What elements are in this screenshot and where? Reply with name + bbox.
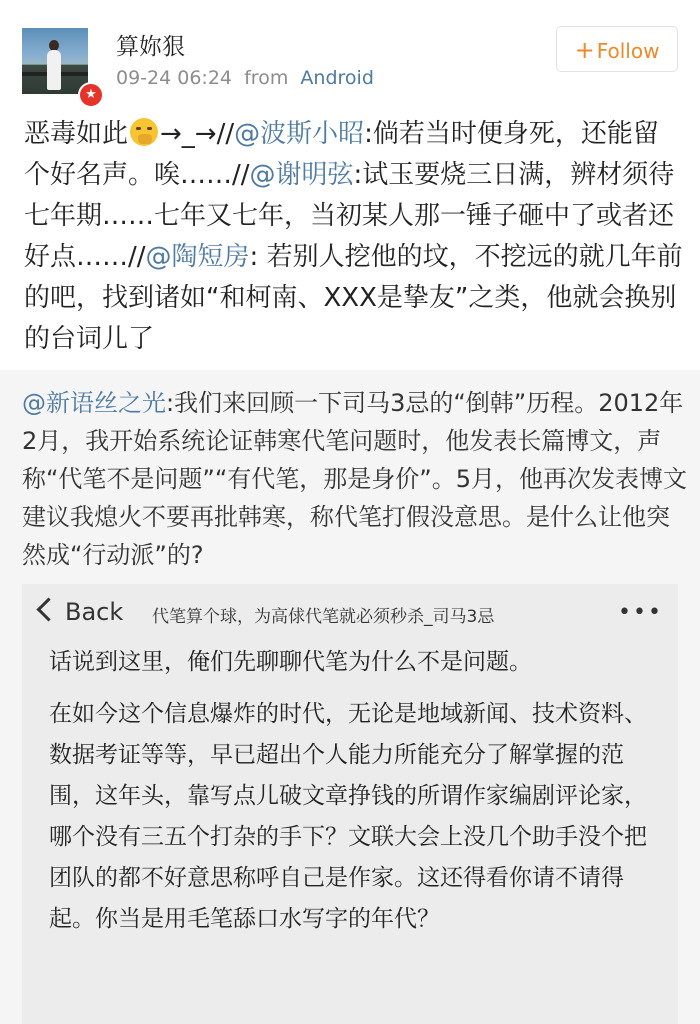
back-button bbox=[40, 598, 123, 626]
repost-body: :我们来回顾一下司马3忌的“倒韩”历程。2012年2月，我开始系统论证韩寒代笔问题时，他发表长篇博文，声称“代笔不是问题”“有代笔，那是身价”。5月，他再次发表博文建议我熄火不要再批韩寒，称代笔打假没意思。是什么让他突然成“行动派”的? bbox=[22, 389, 688, 569]
post-header bbox=[0, 0, 700, 110]
post-text-segment: 恶毒如此 bbox=[24, 119, 129, 149]
mention-link[interactable]: @谢明弦 bbox=[249, 160, 354, 190]
back-label: Back bbox=[65, 598, 124, 626]
post-text-segment: →_→// bbox=[160, 119, 235, 149]
more-dots-icon: ••• bbox=[618, 600, 663, 625]
post-text-segment: : 若别人挖他的坟，不挖远的就几年前的吧，找到诸如“和柯南、XXX是挚友”之类，他就会换别的台词儿了 bbox=[24, 242, 683, 354]
mention-link[interactable]: @新语丝之光 bbox=[22, 389, 166, 417]
article-paragraph: 话说到这里，俺们先聊聊代笔为什么不是问题。 bbox=[49, 649, 532, 675]
source-link[interactable]: Android bbox=[300, 67, 374, 89]
repost-text bbox=[22, 384, 692, 574]
avatar[interactable] bbox=[22, 28, 88, 94]
mention-link[interactable]: @陶短房 bbox=[145, 242, 250, 272]
plus-icon: + bbox=[574, 36, 595, 64]
follow-button[interactable] bbox=[556, 26, 678, 72]
emoji-icon bbox=[130, 118, 158, 146]
repost-card[interactable] bbox=[0, 370, 700, 1024]
mention-link[interactable]: @波斯小昭 bbox=[234, 119, 365, 149]
vip-star-icon: ★ bbox=[78, 82, 104, 108]
post-text-segment: :倘若当时便身死，还能留个好名声。唉……// bbox=[24, 119, 659, 190]
username[interactable]: 算妳狠 bbox=[116, 34, 185, 60]
post-text-segment: :试玉要烧三日满，辨材须待七年期……七年又七年，当初某人那一锤子砸中了或者还好点……// bbox=[24, 160, 675, 272]
timestamp: 09-24 06:24 bbox=[116, 67, 233, 89]
article-paragraph: 在如今这个信息爆炸的时代，无论是地域新闻、技术资料、数据考证等等，早已超出个人能力所能充分了解掌握的范围，这年头，靠写点儿破文章挣钱的所谓作家编剧评论家，哪个没有三五个打杂的手下？文联大会上没几个助手没个把团队的都不好意思称呼自己是作家。这还得看你请不请得起。你当是用毛笔舔口水写字的年代？ bbox=[49, 701, 647, 932]
embedded-screenshot[interactable] bbox=[22, 584, 678, 1024]
screenshot-nav-bar bbox=[22, 584, 678, 640]
article-title: 代笔算个球，为高俅代笔就必须秒杀_司马3忌 bbox=[152, 607, 495, 627]
chevron-left-icon bbox=[36, 597, 60, 621]
post-text bbox=[24, 114, 684, 360]
article-content bbox=[49, 642, 649, 951]
from-label: from bbox=[244, 67, 289, 89]
post-meta bbox=[116, 67, 374, 89]
follow-label: Follow bbox=[596, 39, 660, 63]
